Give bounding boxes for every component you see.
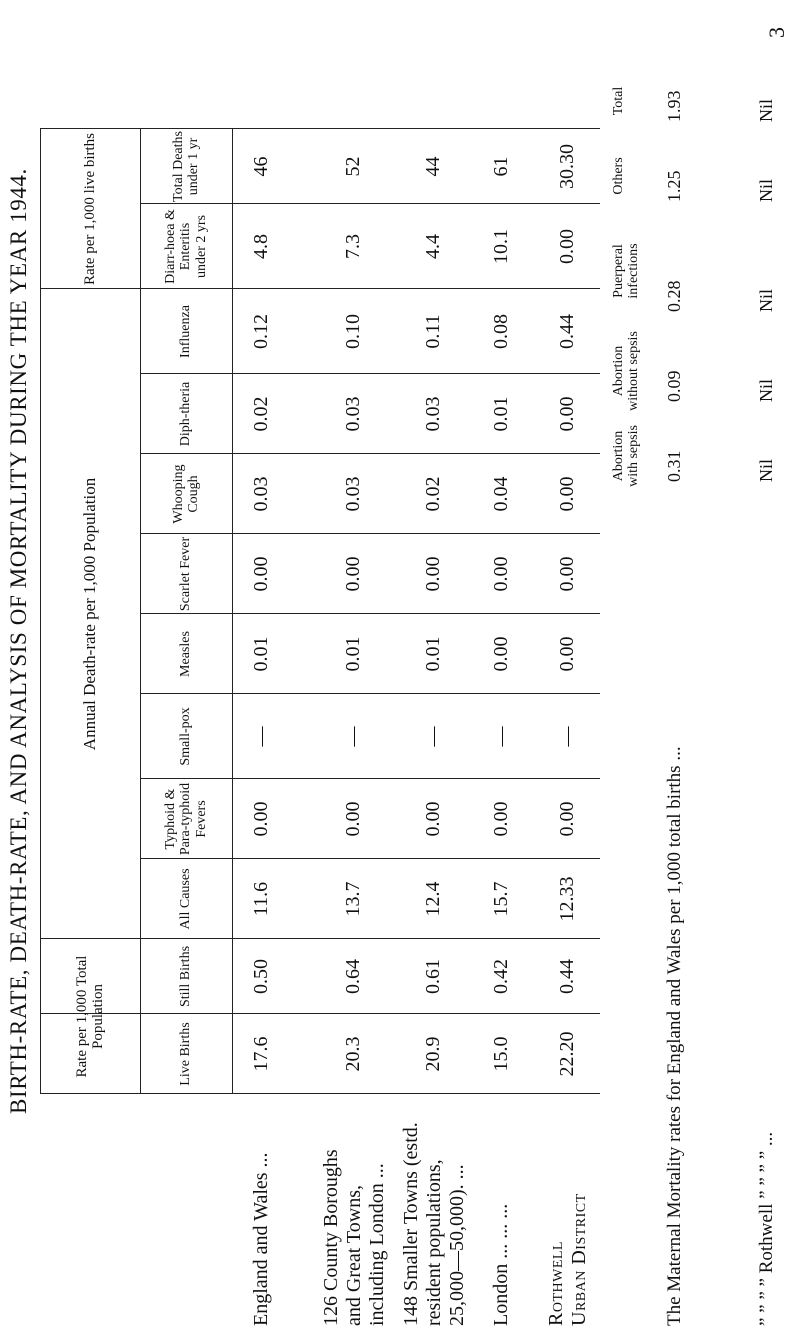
table-cell: 20.3: [342, 1036, 364, 1072]
table-cell: 0.00: [250, 801, 272, 837]
influenza-header: Influenza: [178, 305, 194, 358]
table-cell: 0.03: [250, 476, 272, 512]
all-causes-header: All Causes: [178, 868, 194, 930]
table-cell: —: [490, 726, 512, 747]
row-label: [490, 1204, 513, 1326]
table-cell: 4.4: [422, 234, 444, 259]
column-rule: [140, 373, 600, 374]
table-cell: 11.6: [250, 881, 272, 917]
table-cell: 15.0: [490, 1036, 512, 1072]
measles-header: Measles: [178, 631, 194, 677]
row-label-line: Rothwell: [545, 1241, 567, 1326]
table-cell: 0.01: [250, 636, 272, 672]
row-label-line: 148 Smaller Towns (estd.: [400, 1122, 422, 1326]
row-label: [320, 1149, 389, 1326]
maternal-line-1: The Maternal Mortality rates for England and Wales per 1,000 total births ...: [664, 746, 685, 1326]
table-cell: 0.01: [422, 636, 444, 672]
column-rule: [140, 858, 600, 859]
table-cell: —: [556, 726, 578, 747]
table-cell: 0.42: [490, 959, 512, 994]
header-bottom-rule: [232, 129, 233, 1094]
rate-per-population-header: Rate per 1,000 Total Population: [73, 955, 106, 1078]
live-births-header: Live Births: [178, 1022, 194, 1086]
table-cell: 0.64: [342, 959, 364, 994]
table-cell: 0.01: [342, 636, 364, 672]
maternal-header: Abortion with sepsis: [611, 425, 641, 487]
page-title: BIRTH-RATE, DEATH-RATE, AND ANALYSIS OF MORTALITY DURING THE YEAR 1944.: [6, 168, 31, 1114]
table-cell: 44: [422, 156, 444, 177]
scarlet-fever-header: Scarlet Fever: [178, 536, 194, 612]
row-label-line: 126 County Boroughs: [320, 1149, 342, 1326]
row-label: [545, 1193, 591, 1326]
table-cell: 7.3: [342, 234, 364, 259]
table-cell: 13.7: [342, 881, 364, 917]
column-rule: [140, 693, 600, 694]
row-label-line: resident populations,: [423, 1159, 445, 1326]
table-cell: 0.61: [422, 959, 444, 994]
table-cell: 0.00: [556, 801, 578, 837]
table-cell: 0.00: [422, 801, 444, 837]
table-cell: 0.02: [422, 476, 444, 512]
table-cell: 0.00: [556, 396, 578, 432]
maternal-england-value: 1.93: [664, 90, 684, 122]
table-cell: 12.33: [556, 876, 578, 922]
table-cell: 0.00: [422, 556, 444, 592]
row-label-line: England and Wales ...: [250, 1152, 272, 1326]
table-cell: 17.6: [250, 1036, 272, 1072]
header-mid-rule: [140, 129, 141, 1094]
table-cell: 52: [342, 156, 364, 177]
maternal-england-value: 0.09: [664, 370, 684, 402]
table-cell: 0.00: [556, 476, 578, 512]
table-cell: 22.20: [556, 1031, 578, 1077]
table-cell: 15.7: [490, 881, 512, 917]
table-cell: 12.4: [422, 881, 444, 917]
table-cell: 0.00: [556, 229, 578, 264]
table-cell: 0.00: [250, 556, 272, 592]
maternal-england-value: 1.25: [664, 170, 684, 202]
table-cell: 0.03: [342, 476, 364, 512]
maternal-rothwell-value: Nil: [756, 98, 776, 122]
annual-death-rate-header: Annual Death-rate per 1,000 Population: [79, 477, 99, 751]
row-label-line: London ... ... ...: [490, 1203, 512, 1326]
diarrhoea-header: Diarr-hoea & Enteritis under 2 yrs: [162, 209, 209, 284]
column-rule: [140, 778, 600, 779]
column-rule: [140, 613, 600, 614]
table-cell: 0.00: [342, 556, 364, 592]
table-cell: 61: [490, 156, 512, 177]
table-cell: 0.11: [422, 314, 444, 349]
maternal-england-value: 0.31: [664, 450, 684, 482]
table-cell: 0.08: [490, 314, 512, 349]
column-rule: [140, 203, 600, 204]
whooping-cough-header: Whooping Cough: [170, 464, 201, 524]
maternal-header: Others: [611, 157, 626, 195]
table-cell: 0.03: [342, 396, 364, 432]
row-label-line: 25,000—50,000). ...: [446, 1164, 468, 1326]
typhoid-header: Typhoid & Para-typhoid Fevers: [162, 782, 209, 856]
rate-per-live-births-header: Rate per 1,000 live births: [81, 132, 98, 286]
row-label: [250, 1152, 273, 1326]
table-cell: 0.10: [342, 314, 364, 349]
page-number: 3: [764, 27, 789, 38]
table-cell: 0.00: [556, 636, 578, 672]
diphtheria-header: Diph-theria: [178, 381, 194, 447]
row-label-line: Urban District: [568, 1193, 590, 1326]
table-cell: 0.03: [422, 396, 444, 432]
table-cell: 0.00: [556, 556, 578, 592]
table-cell: —: [250, 726, 272, 747]
smallpox-header: Small-pox: [178, 707, 194, 766]
column-rule: [140, 533, 600, 534]
table-cell: —: [422, 726, 444, 747]
table-cell: 0.00: [490, 636, 512, 672]
row-label: [400, 1122, 469, 1326]
table-cell: 10.1: [490, 229, 512, 264]
still-births-header: Still Births: [178, 945, 194, 1008]
maternal-header: Puerperal infections: [611, 243, 641, 299]
row-label-line: including London ...: [366, 1163, 388, 1326]
maternal-england-value: 0.28: [664, 280, 684, 312]
column-rule: [140, 453, 600, 454]
maternal-rothwell-value: Nil: [756, 378, 776, 402]
maternal-rothwell-value: Nil: [756, 288, 776, 312]
table-cell: 0.50: [250, 959, 272, 994]
table-cell: 20.9: [422, 1036, 444, 1072]
table-cell: 0.04: [490, 476, 512, 512]
table-cell: 0.44: [556, 314, 578, 349]
total-deaths-header: Total Deaths under 1 yr: [170, 131, 201, 202]
table-cell: 0.12: [250, 314, 272, 349]
maternal-line-2: ” ” ” ” Rothwell ” ” ” ” ...: [756, 1131, 777, 1326]
maternal-header: Total: [611, 86, 626, 116]
maternal-rothwell-value: Nil: [756, 178, 776, 202]
table-cell: 4.8: [250, 234, 272, 259]
table-cell: 30.30: [556, 144, 578, 189]
table-cell: 46: [250, 156, 272, 177]
maternal-rothwell-value: Nil: [756, 458, 776, 482]
table-cell: 0.02: [250, 396, 272, 432]
table-cell: 0.01: [490, 396, 512, 432]
row-label-line: and Great Towns,: [343, 1185, 365, 1326]
maternal-header: Abortion without sepsis: [611, 331, 641, 411]
table-cell: 0.00: [490, 801, 512, 837]
table-cell: 0.00: [490, 556, 512, 592]
table-cell: 0.00: [342, 801, 364, 837]
table-cell: 0.44: [556, 959, 578, 994]
table-cell: —: [342, 726, 364, 747]
